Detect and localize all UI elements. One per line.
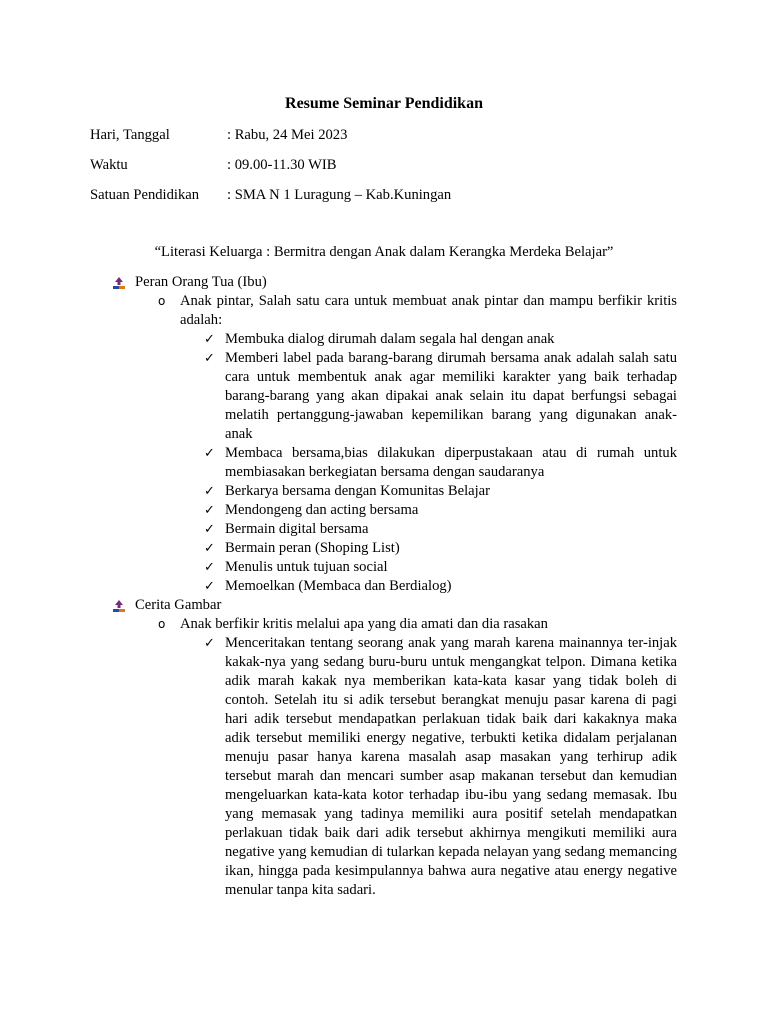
check-item: [0, 558, 677, 577]
check-item-text: Memoelkan (Membaca dan Berdialog): [225, 578, 452, 594]
checkmark-icon: ✓: [204, 332, 215, 347]
check-item-text: Membaca bersama,bias dilakukan diperpustakaan atau di rumah untuk membiasakan berkegiatan bersama dengan saudaranya: [225, 445, 677, 480]
meta-value: : 09.00-11.30 WIB: [227, 157, 337, 173]
circle-bullet-icon: o: [158, 294, 166, 308]
check-item-text: Membuka dialog dirumah dalam segala hal dengan anak: [225, 331, 555, 347]
arrow-bullet-icon: [112, 276, 126, 290]
seminar-topic: “Literasi Keluarga : Bermitra dengan Anak dalam Kerangka Merdeka Belajar”: [154, 244, 614, 260]
section-heading-text: Peran Orang Tua (Ibu): [135, 274, 267, 290]
check-item: [0, 539, 677, 558]
sub-item-text: Anak berfikir kritis melalui apa yang dia amati dan dia rasakan: [180, 616, 548, 632]
check-item: [0, 482, 677, 501]
check-item: [0, 577, 677, 596]
meta-value: : Rabu, 24 Mei 2023: [227, 127, 348, 143]
sub-item-text: Anak pintar, Salah satu cara untuk membuat anak pintar dan mampu berfikir kritis adalah:: [180, 293, 677, 328]
sub-item: [0, 615, 677, 634]
section-heading: [0, 596, 677, 615]
check-item: [0, 349, 677, 444]
check-item: [0, 330, 677, 349]
checkmark-icon: ✓: [204, 484, 215, 499]
sub-item: [0, 292, 677, 330]
meta-label: Hari, Tanggal: [90, 127, 170, 143]
check-item-text: Mendongeng dan acting bersama: [225, 502, 419, 518]
check-item: [0, 501, 677, 520]
check-item-text: Menceritakan tentang seorang anak yang marah karena mainannya ter-injak kakak-nya yang sedang buru-buru untuk mengangkat telpon. Dimana ketika adik marah kakak nya memberikan kata-kata kasar yang tidak boleh di contoh. Setelah itu si adik tersebut berangkat menuju pasar karena di pagi hari adik tersebut mendapatkan perlakuan tidak baik dari kakaknya maka adik tersebut memiliki energy negative, terbukti ketika didalam perjalanan menuju pasar hanya karena masalah asap masakan yang terhirup adik tersebut marah dan mencari sumber asap makanan tersebut dan kemudian mengeluarkan kata-kata kotor terhadap ibu-ibu yang sedang memasak. Ibu yang memasak yang tadinya memiliki aura positif setelah mendapatkan perlakuan tidak baik dari adik tersebut akhirnya mengikuti memiliki aura negative yang kemudian di tularkan kepada nelayan yang sedang memancing ikan, hingga pada kesimpulannya bahwa aura negative atau energy negative menular tanpa kita sadari.: [225, 635, 677, 898]
check-item-text: Bermain peran (Shoping List): [225, 540, 400, 556]
check-item-text: Bermain digital bersama: [225, 521, 369, 537]
check-item: [0, 634, 677, 900]
checkmark-icon: ✓: [204, 351, 215, 366]
check-item: [0, 520, 677, 539]
check-item: [0, 444, 677, 482]
meta-label: Satuan Pendidikan: [90, 187, 200, 203]
section-heading: [0, 273, 677, 292]
checkmark-icon: ✓: [204, 579, 215, 594]
check-item-text: Memberi label pada barang-barang dirumah bersama anak adalah salah satu cara untuk membentuk anak agar memiliki karakter yang baik terhadap barang-barang yang akan dipakai anak selain itu dapat berfungsi sebagai melatih pertanggung-jawaban kepemilikan barang yang digunakan anak-anak: [225, 350, 677, 442]
checkmark-icon: ✓: [204, 636, 215, 651]
arrow-bullet-icon: [112, 599, 126, 613]
check-item-text: Berkarya bersama dengan Komunitas Belajar: [225, 483, 491, 499]
checkmark-icon: ✓: [204, 522, 215, 537]
section-heading-text: Cerita Gambar: [135, 597, 222, 613]
checkmark-icon: ✓: [204, 446, 215, 461]
meta-label: Waktu: [90, 157, 128, 173]
circle-bullet-icon: o: [158, 617, 166, 631]
checkmark-icon: ✓: [204, 541, 215, 556]
checkmark-icon: ✓: [204, 560, 215, 575]
check-item-text: Menulis untuk tujuan social: [225, 559, 388, 575]
meta-value: : SMA N 1 Luragung – Kab.Kuningan: [227, 187, 452, 203]
outline: [0, 273, 768, 900]
document-title: Resume Seminar Pendidikan: [285, 95, 483, 112]
checkmark-icon: ✓: [204, 503, 215, 518]
